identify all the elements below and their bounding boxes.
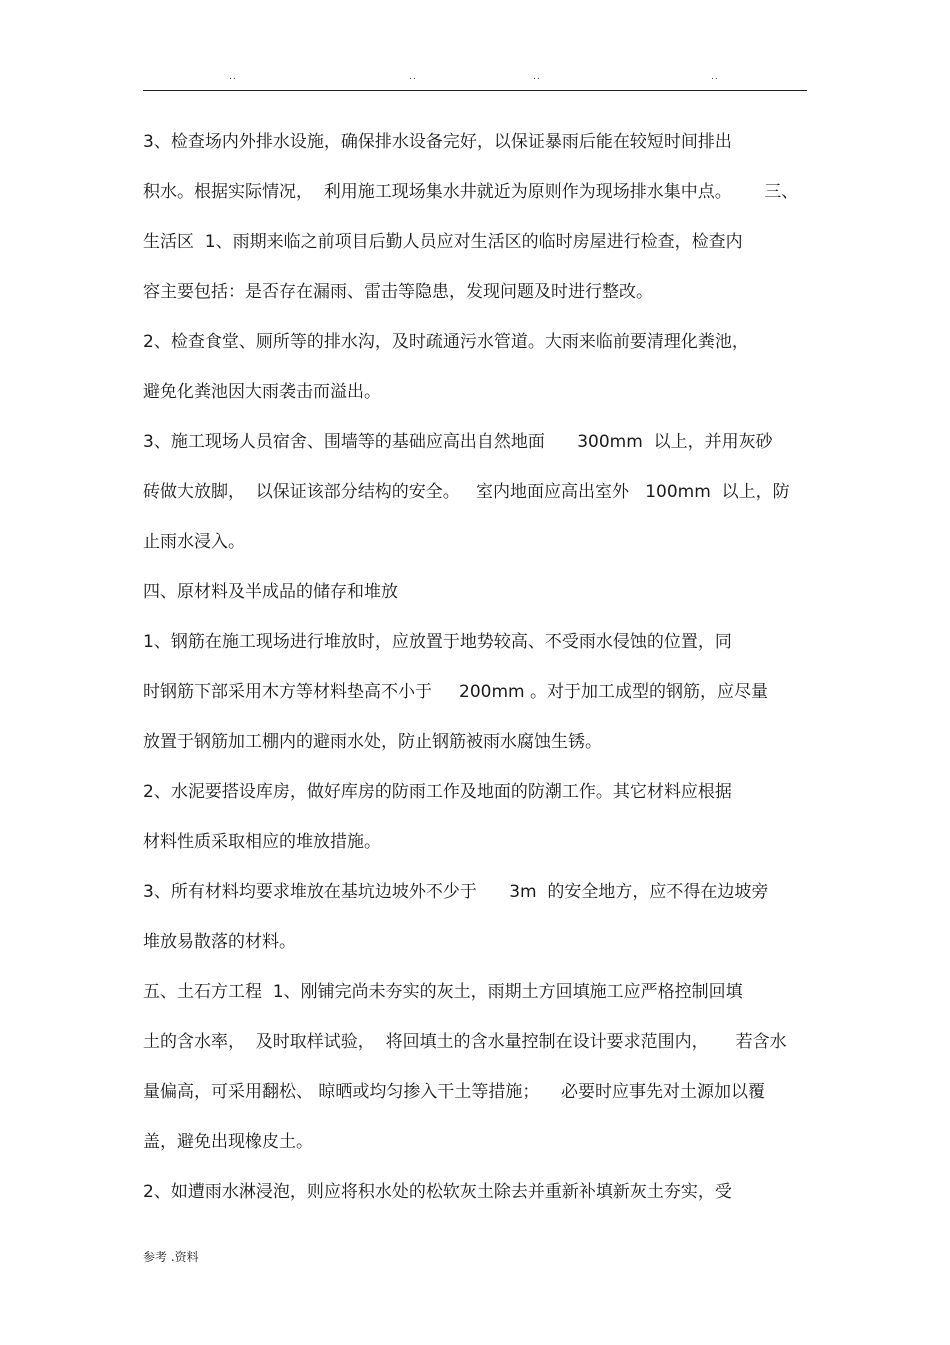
text-line: 止雨水浸入。 <box>143 532 245 552</box>
text-line: 砖做大放脚， 以保证该部分结构的安全。 室内地面应高出室外 100mm 以上，防 <box>143 482 790 502</box>
header-rule <box>143 90 807 91</box>
document-body <box>143 128 807 1228</box>
header-mark: .. <box>409 72 417 82</box>
text-line: 3、施工现场人员宿舍、围墙等的基础应高出自然地面 300mm 以上，并用灰砂 <box>143 432 773 452</box>
header-mark: .. <box>711 72 719 82</box>
text-line: 2、水泥要搭设库房，做好库房的防雨工作及地面的防潮工作。其它材料应根据 <box>143 782 732 802</box>
text-line: 时钢筋下部采用木方等材料垫高不小于 200mm 。对于加工成型的钢筋，应尽量 <box>143 682 768 702</box>
header-mark: .. <box>533 72 541 82</box>
text-line: 生活区 1、雨期来临之前项目后勤人员应对生活区的临时房屋进行检查，检查内 <box>143 232 743 252</box>
text-line: 3、检查场内外排水设施，确保排水设备完好，以保证暴雨后能在较短时间排出 <box>143 132 732 152</box>
text-line: 3、所有材料均要求堆放在基坑边坡外不少于 3m 的安全地方，应不得在边坡旁 <box>143 882 769 902</box>
text-line: 容主要包括：是否存在漏雨、雷击等隐患，发现问题及时进行整改。 <box>143 282 653 302</box>
text-line: 量偏高，可采用翻松、 晾晒或均匀掺入干土等措施； 必要时应事先对土源加以覆 <box>143 1082 766 1102</box>
text-line: 材料性质采取相应的堆放措施。 <box>143 832 381 852</box>
section-heading: 四、原材料及半成品的储存和堆放 <box>143 582 398 602</box>
text-line: 积水。根据实际情况， 利用施工现场集水井就近为原则作为现场排水集中点。 三、 <box>143 182 799 202</box>
text-line: 堆放易散落的材料。 <box>143 932 296 952</box>
text-line: 放置于钢筋加工棚内的避雨水处，防止钢筋被雨水腐蚀生锈。 <box>143 732 602 752</box>
header-mark: .. <box>229 72 237 82</box>
text-line: 盖，避免出现橡皮土。 <box>143 1132 313 1152</box>
text-line: 避免化粪池因大雨袭击而溢出。 <box>143 382 381 402</box>
text-line: 五、土石方工程 1、刚铺完尚未夯实的灰土，雨期土方回填施工应严格控制回填 <box>143 982 743 1002</box>
text-line: 2、如遭雨水淋浸泡，则应将积水处的松软灰土除去并重新补填新灰土夯实，受 <box>143 1182 732 1202</box>
page-header <box>143 70 807 90</box>
text-line: 1、钢筋在施工现场进行堆放时，应放置于地势较高、不受雨水侵蚀的位置，同 <box>143 632 732 652</box>
page-footer: 参考 .资料 <box>143 1250 199 1264</box>
text-line: 2、检查食堂、厕所等的排水沟，及时疏通污水管道。大雨来临前要清理化粪池， <box>143 332 749 352</box>
text-line: 土的含水率， 及时取样试验， 将回填土的含水量控制在设计要求范围内， 若含水 <box>143 1032 787 1052</box>
